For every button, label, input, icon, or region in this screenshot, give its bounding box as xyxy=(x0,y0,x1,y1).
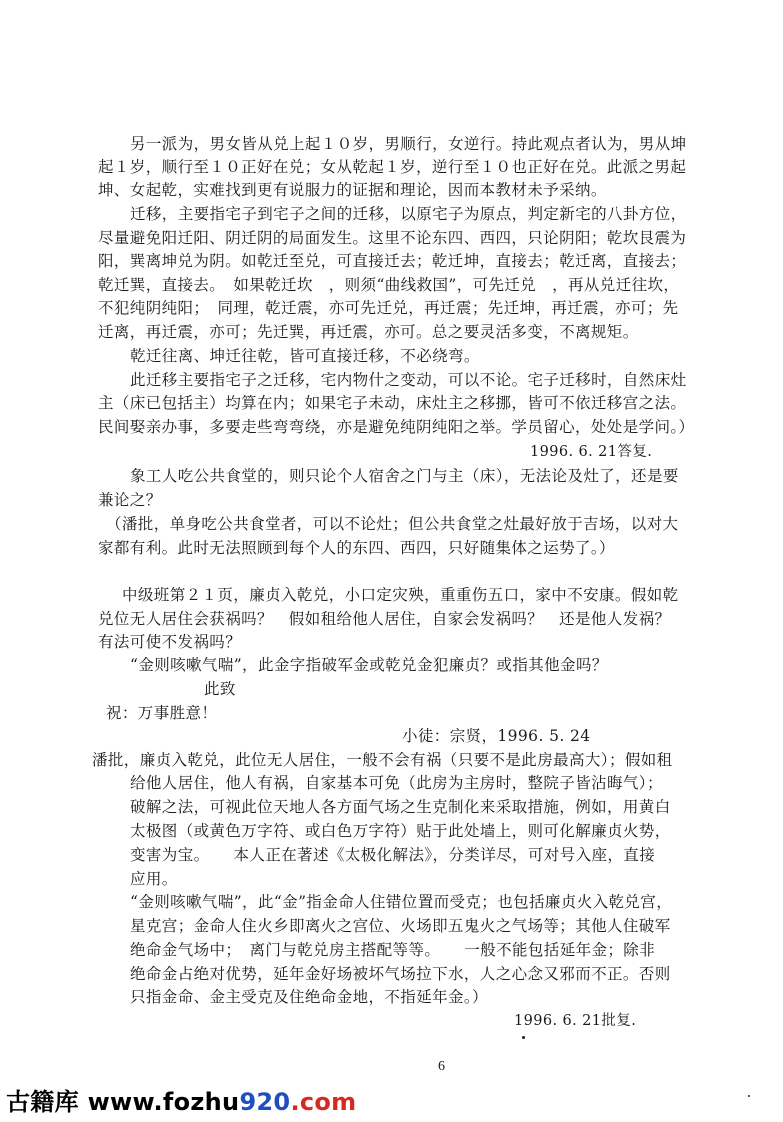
letter-question-2: “金则咳嗽气喘”，此金字指破军金或乾兑金犯廉贞？或指其他金吗？ xyxy=(130,656,608,674)
letter-line1: 中级班第２１页，廉贞入乾兑，小口定灾殃，重重伤五口，家中不安康。假如乾 xyxy=(122,586,679,604)
reply2-line2: 星克宫；金命人住火乡即离火之宫位、火场即五鬼火之气场等；其他人住破军 xyxy=(130,917,671,935)
para1-line3: 坤、女起乾，实难找到更有说服力的证据和理论，因而本教材未予采纳。 xyxy=(98,181,607,199)
reply1-line5: 变害为宝。 本人正在著述《太极化解法》，分类详尽，可对号入座，直接 xyxy=(130,846,656,864)
reply-date-2: 1996. 6. 21批复. xyxy=(514,1013,637,1029)
para1-line2: 起１岁，顺行至１０正好在兑；女从乾起１岁，逆行至１０也正好在兑。此派之男起 xyxy=(98,158,687,176)
question1-line2: 兼论之？ xyxy=(98,491,162,509)
reply1-line4: 太极图（或黄色万字符、或白色万字符）贴于此处墙上，则可化解廉贞火势， xyxy=(130,822,671,840)
para2-line6: 迁离，再迁震，亦可；先迁巽，再迁震，亦可。总之要灵活多变，不离规矩。 xyxy=(98,323,639,341)
para4-line2: 主（床已包括主）均算在内；如果宅子未动，床灶主之移挪，皆可不依迁移宫之法。 xyxy=(98,394,687,412)
para4-line1: 此迁移主要指宅子之迁移，宅内物什之变动，可以不论。宅子迁移时，自然床灶 xyxy=(130,371,687,389)
reply-date-1: 1996. 6. 21答复. xyxy=(530,444,653,460)
para2-line4: 乾迁巽，直接去。 如果乾迁坎 ，则须“曲线救国”，可先迁兑 ，再从兑迁往坎， xyxy=(98,276,680,294)
watermark-prefix: 古籍库 xyxy=(6,1088,88,1116)
reply2-line1: “金则咳嗽气喘”，此“金”指金命人住错位置而受克；也包括廉贞火入乾兑宫， xyxy=(130,893,673,911)
watermark-url-part1: www.fozhu xyxy=(87,1088,240,1116)
letter-line3: 有法可使不发祸吗？ xyxy=(98,633,242,651)
scan-speck xyxy=(522,1036,525,1039)
site-watermark xyxy=(6,1082,356,1117)
para2-line2: 尽量避免阳迁阳、阴迁阴的局面发生。这里不论东四、西四，只论阴阳；乾坎艮震为 xyxy=(98,229,687,247)
para3-line1: 乾迁往离、坤迁往乾，皆可直接迁移，不必绕弯。 xyxy=(130,347,480,365)
reply1-line3: 破解之法，可视此位天地人各方面气场之生克制化来采取措施，例如，用黄白 xyxy=(130,798,671,816)
page-number: 6 xyxy=(438,1059,445,1074)
reply1-line1: 潘批，廉贞入乾兑，此位无人居住，一般不会有祸（只要不是此房最高大）；假如租 xyxy=(92,751,673,769)
letter-line2: 兑位无人居住会获祸吗？ 假如租给他人居住，自家会发祸吗？ 还是他人发祸？ xyxy=(98,610,671,628)
para2-line1: 迁移，主要指宅子到宅子之间的迁移，以原宅子为原点，判定新宅的八卦方位， xyxy=(130,205,687,223)
watermark-url-part3: .com xyxy=(290,1088,357,1116)
reply1-line2: 给他人居住，他人有祸，自家基本可免（此房为主房时，整院子皆沾晦气）； xyxy=(130,774,663,792)
answer1-line1: （潘批，单身吃公共食堂者，可以不论灶；但公共食堂之灶最好放于吉场，以对大 xyxy=(106,515,679,533)
para4-line3: 民间娶亲办事，多要走些弯弯绕，亦是避免纯阴纯阳之举。学员留心，处处是学问。） xyxy=(98,418,695,436)
reply2-line4: 绝命金占绝对优势，延年金好场被坏气场拉下水，人之心念又邪而不正。否则 xyxy=(130,965,671,983)
letter-wish: 祝：万事胜意！ xyxy=(106,704,218,722)
letter-signature: 小徒：宗贤，1996. 5. 24 xyxy=(402,727,591,745)
reply2-line3: 绝命金气场中； 离门与乾兑房主搭配等等。 一般不能包括延年金；除非 xyxy=(130,941,656,959)
para2-line3: 阳，巽离坤兑为阴。如乾迁至兑，可直接迁去；乾迁坤，直接去；乾迁离，直接去； xyxy=(98,252,687,270)
watermark-url-part2: 920 xyxy=(239,1088,291,1116)
letter-closing: 此致 xyxy=(204,680,236,698)
reply2-line5: 只指金命、金主受克及住绝命金地，不指延年金。） xyxy=(130,988,488,1006)
answer1-line2: 家都有利。此时无法照顾到每个人的东四、西四，只好随集体之运势了。） xyxy=(98,539,615,557)
para2-line5: 不犯纯阴纯阳； 同理，乾迁震，亦可先迁兑，再迁震；先迁坤，再迁震，亦可；先 xyxy=(98,299,679,317)
scan-speck xyxy=(748,1095,750,1097)
para1-line1: 另一派为，男女皆从兑上起１０岁，男顺行，女逆行。持此观点者认为，男从坤 xyxy=(130,135,687,153)
question1-line1: 象工人吃公共食堂的，则只论个人宿舍之门与主（床），无法论及灶了，还是要 xyxy=(130,467,679,485)
reply1-line6: 应用。 xyxy=(130,870,178,888)
